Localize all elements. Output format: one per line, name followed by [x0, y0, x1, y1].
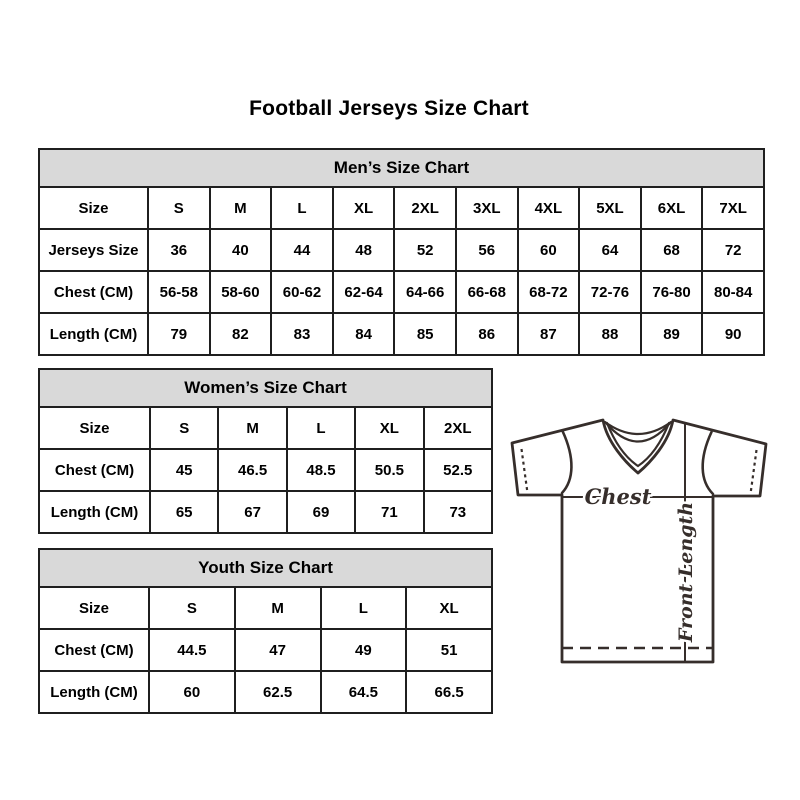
value-cell: 71	[355, 491, 423, 533]
table-row	[39, 671, 492, 713]
value-cell: M	[235, 587, 321, 629]
row-header-cell: Length (CM)	[39, 313, 148, 355]
value-cell: 5XL	[579, 187, 641, 229]
value-cell: 66-68	[456, 271, 518, 313]
table-row	[39, 229, 764, 271]
row-header-cell: Chest (CM)	[39, 271, 148, 313]
value-cell: 40	[210, 229, 272, 271]
table-row	[39, 587, 492, 629]
value-cell: 87	[518, 313, 580, 355]
value-cell: L	[287, 407, 355, 449]
page-title: Football Jerseys Size Chart	[249, 97, 529, 120]
row-header-cell: Size	[39, 407, 150, 449]
row-header-cell: Chest (CM)	[39, 449, 150, 491]
value-cell: 64	[579, 229, 641, 271]
value-cell: 49	[321, 629, 407, 671]
value-cell: S	[150, 407, 218, 449]
value-cell: 86	[456, 313, 518, 355]
value-cell: 90	[702, 313, 764, 355]
value-cell: 60	[518, 229, 580, 271]
value-cell: 68-72	[518, 271, 580, 313]
value-cell: 67	[218, 491, 286, 533]
value-cell: 69	[287, 491, 355, 533]
value-cell: 84	[333, 313, 395, 355]
value-cell: 72	[702, 229, 764, 271]
value-cell: 80-84	[702, 271, 764, 313]
value-cell: 64.5	[321, 671, 407, 713]
value-cell: 56	[456, 229, 518, 271]
value-cell: 7XL	[702, 187, 764, 229]
value-cell: 89	[641, 313, 703, 355]
value-cell: 4XL	[518, 187, 580, 229]
value-cell: 76-80	[641, 271, 703, 313]
table-row	[39, 491, 492, 533]
value-cell: XL	[355, 407, 423, 449]
value-cell: 88	[579, 313, 641, 355]
value-cell: 73	[424, 491, 492, 533]
value-cell: 83	[271, 313, 333, 355]
value-cell: XL	[333, 187, 395, 229]
table-header-row	[39, 369, 492, 407]
mens-size-table	[38, 148, 765, 356]
womens-table	[38, 368, 493, 534]
value-cell: 36	[148, 229, 210, 271]
value-cell: 50.5	[355, 449, 423, 491]
value-cell: 68	[641, 229, 703, 271]
table-row	[39, 407, 492, 449]
value-cell: 66.5	[406, 671, 492, 713]
value-cell: 56-58	[148, 271, 210, 313]
row-header-cell: Length (CM)	[39, 491, 150, 533]
youth-table-title: Youth Size Chart	[39, 549, 492, 587]
value-cell: 65	[150, 491, 218, 533]
value-cell: 64-66	[394, 271, 456, 313]
value-cell: 62.5	[235, 671, 321, 713]
youth-size-table	[38, 548, 493, 714]
value-cell: 60	[149, 671, 235, 713]
front-length-label: Front Length	[675, 501, 697, 643]
table-row	[39, 187, 764, 229]
value-cell: XL	[406, 587, 492, 629]
value-cell: 45	[150, 449, 218, 491]
value-cell: 79	[148, 313, 210, 355]
womens-size-table	[38, 368, 493, 534]
value-cell: 60-62	[271, 271, 333, 313]
value-cell: M	[218, 407, 286, 449]
table-header-row	[39, 149, 764, 187]
value-cell: 72-76	[579, 271, 641, 313]
value-cell: 2XL	[424, 407, 492, 449]
value-cell: 46.5	[218, 449, 286, 491]
value-cell: 47	[235, 629, 321, 671]
table-header-row	[39, 549, 492, 587]
value-cell: 82	[210, 313, 272, 355]
value-cell: 52	[394, 229, 456, 271]
value-cell: 62-64	[333, 271, 395, 313]
table-row	[39, 313, 764, 355]
jersey-measurement-diagram	[505, 410, 773, 668]
value-cell: 48	[333, 229, 395, 271]
row-header-cell: Chest (CM)	[39, 629, 149, 671]
value-cell: S	[148, 187, 210, 229]
table-row	[39, 629, 492, 671]
youth-table	[38, 548, 493, 714]
value-cell: 44	[271, 229, 333, 271]
value-cell: 6XL	[641, 187, 703, 229]
value-cell: 51	[406, 629, 492, 671]
row-header-cell: Size	[39, 187, 148, 229]
value-cell: 85	[394, 313, 456, 355]
womens-table-title: Women’s Size Chart	[39, 369, 492, 407]
table-row	[39, 271, 764, 313]
value-cell: S	[149, 587, 235, 629]
value-cell: 2XL	[394, 187, 456, 229]
row-header-cell: Size	[39, 587, 149, 629]
row-header-cell: Jerseys Size	[39, 229, 148, 271]
table-row	[39, 449, 492, 491]
jersey-outline	[512, 420, 766, 662]
value-cell: 52.5	[424, 449, 492, 491]
value-cell: M	[210, 187, 272, 229]
value-cell: 44.5	[149, 629, 235, 671]
chest-label: Chest	[584, 484, 652, 509]
value-cell: L	[321, 587, 407, 629]
value-cell: L	[271, 187, 333, 229]
row-header-cell: Length (CM)	[39, 671, 149, 713]
value-cell: 3XL	[456, 187, 518, 229]
mens-table	[38, 148, 765, 356]
value-cell: 48.5	[287, 449, 355, 491]
value-cell: 58-60	[210, 271, 272, 313]
mens-table-title: Men’s Size Chart	[39, 149, 764, 187]
